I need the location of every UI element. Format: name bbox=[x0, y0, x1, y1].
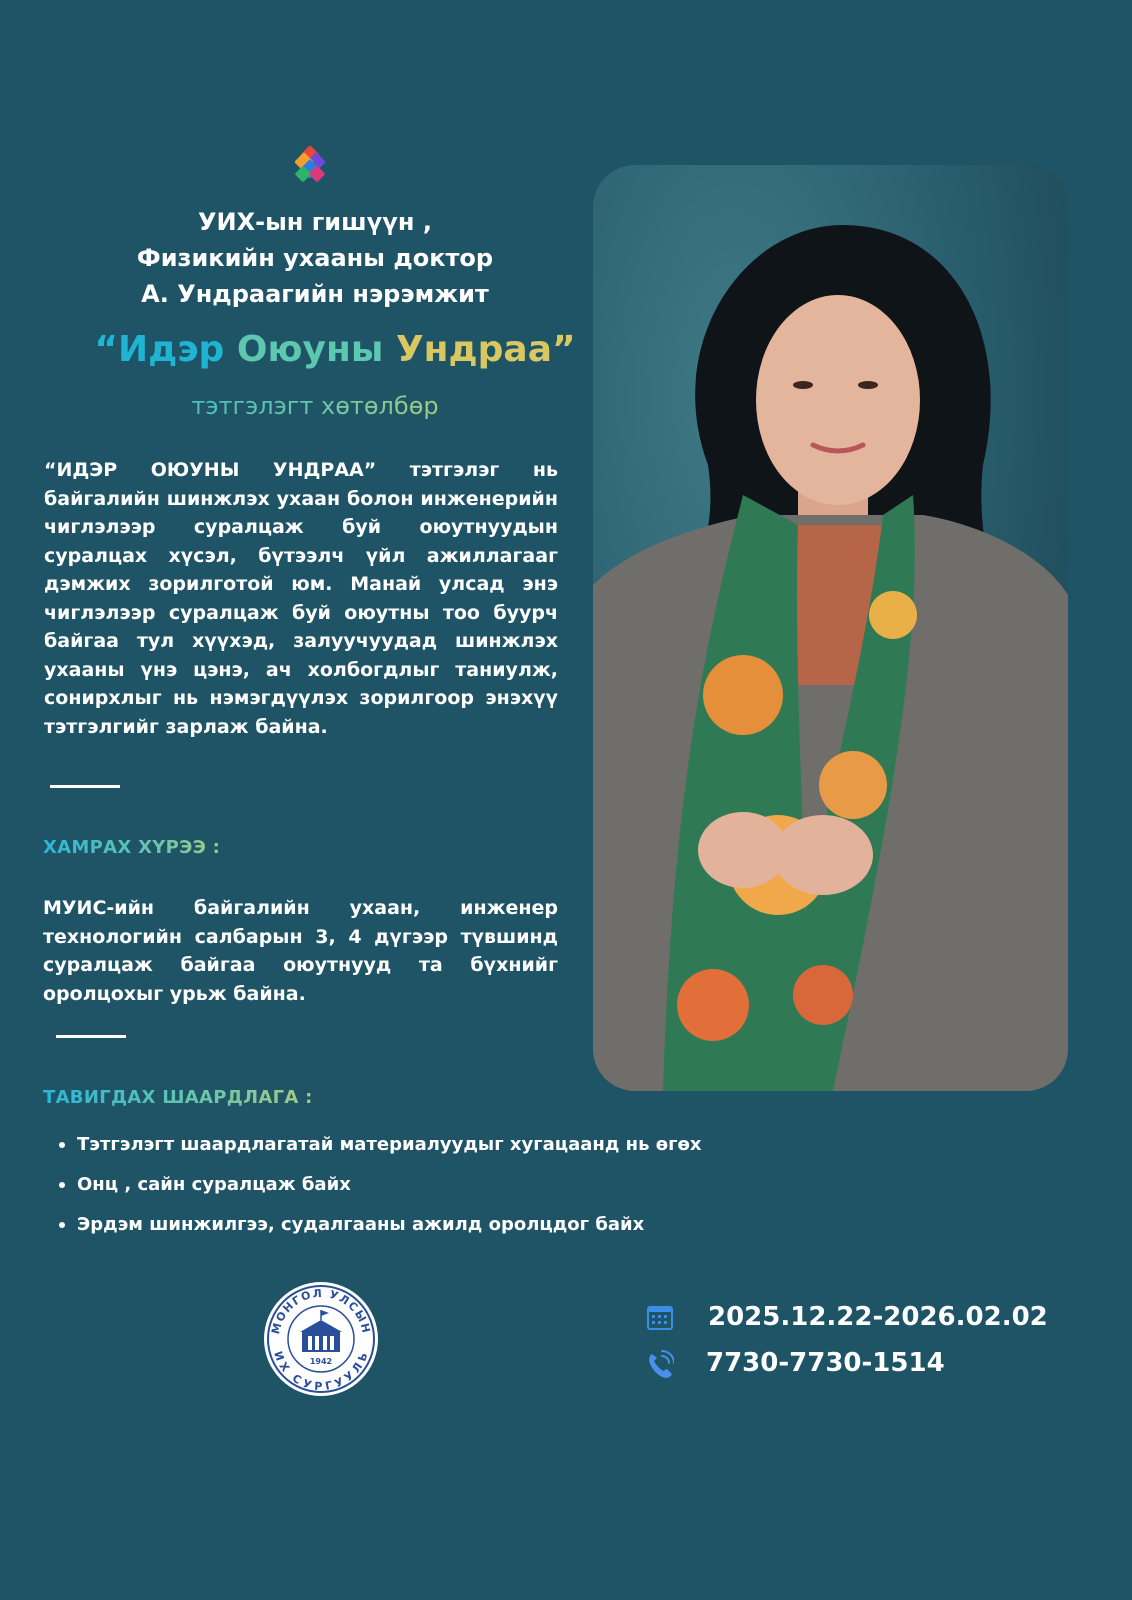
application-period: 2025.12.22-2026.02.02 bbox=[708, 1302, 1048, 1332]
title-part-1: “Идэр bbox=[94, 329, 225, 370]
seal-year: 1942 bbox=[309, 1357, 333, 1366]
seal-bottom-text: ИХ СУРГУУЛЬ bbox=[271, 1349, 371, 1394]
scholarship-title bbox=[40, 326, 630, 374]
coverage-paragraph: МУИС-ийн байгалийн ухаан, инженер технологийн салбарын 3, 4 дүгээр түвшинд суралцаж байгаа оюутнууд та бүхнийг оролцохыг урьж байна. bbox=[43, 897, 558, 1005]
requirements-heading: ТАВИГДАХ ШААРДЛАГА : bbox=[43, 1086, 373, 1110]
portrait-illustration bbox=[593, 165, 1068, 1091]
university-seal-logo bbox=[262, 1280, 380, 1398]
title-part-2: Оюуны bbox=[236, 329, 384, 370]
title-part-3: Ундраа” bbox=[395, 329, 576, 370]
coverage-heading: ХАМРАХ ХҮРЭЭ : bbox=[43, 836, 273, 860]
divider bbox=[56, 1035, 126, 1038]
scholarship-subtitle: тэтгэлэгт хөтөлбөр bbox=[70, 390, 560, 422]
brand-logo-icon bbox=[292, 146, 332, 186]
list-item: Онц , сайн суралцаж байх bbox=[56, 1173, 756, 1213]
phone-icon bbox=[646, 1350, 674, 1380]
calendar-icon bbox=[646, 1303, 674, 1331]
list-item: Тэтгэлэгт шаардлагатай материалуудыг хугацаанд нь өгөх bbox=[56, 1133, 756, 1173]
portrait-photo bbox=[593, 165, 1068, 1091]
heading-line-2: Физикийн ухааны доктор bbox=[136, 244, 494, 272]
divider bbox=[50, 785, 120, 788]
seal-top-text: МОНГОЛ УЛСЫН bbox=[269, 1286, 373, 1336]
honoree-heading bbox=[70, 204, 560, 312]
heading-line-1: УИХ-ын гишүүн , bbox=[198, 208, 432, 236]
intro-paragraph: “ИДЭР ОЮУНЫ УНДРАА” тэтгэлэг нь байгалийн шинжлэх ухаан болон инженерийн чиглэлээр суралцаж буй оюутнуудын суралцах хүсэл, бүтээлч үйл ажиллагааг дэмжих зорилготой юм. Манай улсад энэ чиглэлээр суралцаж буй оюутны тоо буурч байгаа тул хүүхэд, залуучуудад шинжлэх ухааны үнэ цэнэ, ач холбогдлыг таниулж, сонирхлыг нь нэмэгдүүлэх зорилгоор энэхүү тэтгэлгийг зарлаж байна. bbox=[44, 459, 558, 738]
heading-line-3: А. Ундраагийн нэрэмжит bbox=[141, 280, 489, 308]
list-item: Эрдэм шинжилгээ, судалгааны ажилд оролцдог байх bbox=[56, 1213, 756, 1253]
requirements-list bbox=[56, 1133, 756, 1253]
contact-phone: 7730-7730-1514 bbox=[706, 1348, 945, 1378]
